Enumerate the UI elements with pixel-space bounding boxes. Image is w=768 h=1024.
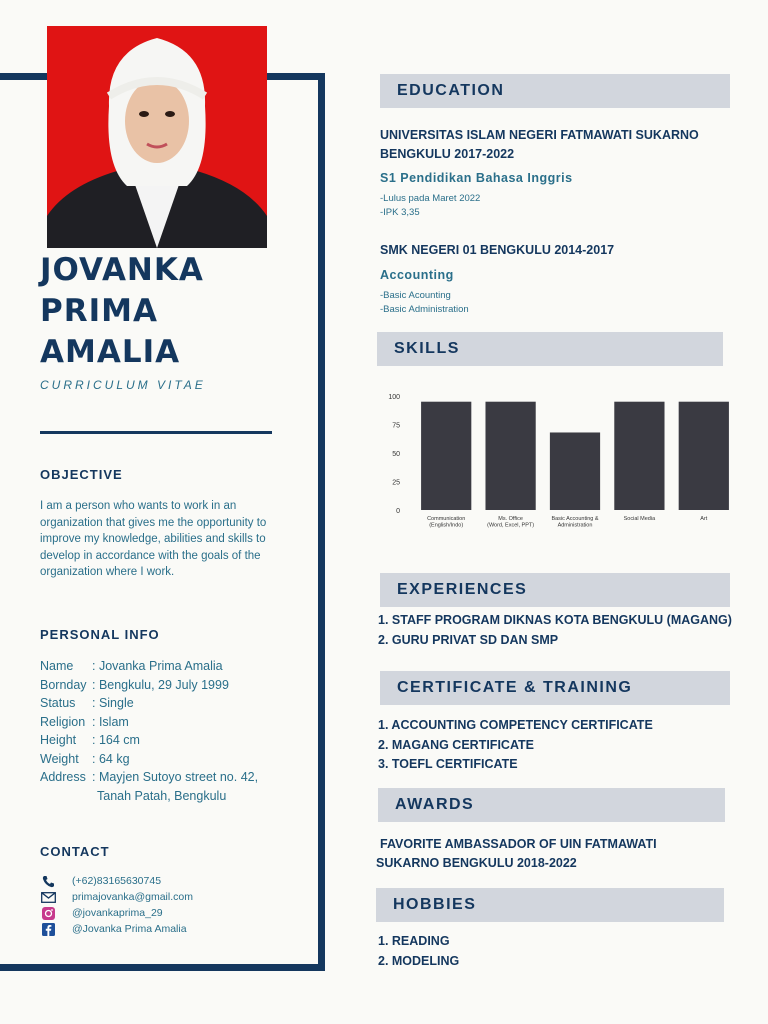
certificate-item: 2. MAGANG CERTIFICATE: [378, 737, 535, 752]
personal-info-heading: PERSONAL INFO: [40, 627, 160, 642]
y-tick-label: 75: [392, 422, 400, 430]
objective-text: I am a person who wants to work in an organization that gives me the opportunity to improve my knowledge, abilities and skills to develop in accordance with the goals of the organization where I work.: [40, 500, 267, 578]
uni-notes: -Lulus pada Maret 2022 -IPK 3,35: [380, 193, 481, 218]
certificate-item: 1. ACCOUNTING COMPETENCY CERTIFICATE: [378, 718, 653, 732]
info-address-cont: Tanah Patah, Bengkulu: [97, 788, 227, 803]
phone-icon: [40, 874, 56, 888]
contact-facebook: @Jovanka Prima Amalia: [40, 921, 193, 937]
award-line1: FAVORITE AMBASSADOR OF UIN FATMAWATI: [380, 837, 657, 851]
contact-list: [40, 873, 193, 937]
skill-bar: [679, 402, 729, 510]
x-tick-label: (English/Indo): [429, 522, 464, 529]
info-row-bornday: Bornday : Bengkulu, 29 July 1999: [40, 677, 229, 692]
profile-photo: [47, 26, 267, 248]
hobby-item: 1. READING: [378, 934, 450, 948]
awards-heading: AWARDS: [378, 788, 725, 822]
education-heading: EDUCATION: [380, 74, 730, 108]
info-row-address: Address : Mayjen Sutoyo street no. 42,: [40, 770, 259, 784]
skill-bar: [614, 402, 664, 510]
certificate-heading: CERTIFICATE & TRAINING: [380, 671, 730, 705]
x-tick-label: (Word, Excel, PPT): [487, 522, 535, 529]
info-row-religion: Religion : Islam: [40, 714, 129, 729]
y-tick-label: 0: [396, 508, 400, 515]
certificate-item: 3. TOEFL CERTIFICATE: [378, 757, 518, 771]
contact-phone: (+62)83165630745: [40, 873, 193, 889]
y-tick-label: 25: [392, 479, 400, 487]
award-line2: SUKARNO BENGKULU 2018-2022: [376, 856, 577, 870]
info-row-name: Name : Jovanka Prima Amalia: [40, 659, 223, 673]
x-tick-label: Administration: [557, 522, 593, 529]
hobby-item: 2. MODELING: [378, 953, 460, 968]
y-tick-label: 100: [388, 394, 400, 401]
divider: [40, 431, 272, 434]
hobbies-heading: HOBBIES: [376, 888, 724, 922]
uni-degree: S1 Pendidikan Bahasa Inggris: [380, 171, 573, 185]
objective-heading: OBJECTIVE: [40, 467, 123, 482]
experience-item: 1. STAFF PROGRAM DIKNAS KOTA BENGKULU (MAGANG): [378, 613, 732, 627]
skill-bar: [550, 432, 600, 510]
smk-major: Accounting: [380, 268, 454, 282]
uni-name-line2: BENGKULU 2017-2022: [380, 147, 515, 161]
cv-subtitle: CURRICULUM VITAE: [40, 378, 206, 392]
facebook-icon: [40, 922, 56, 936]
x-tick-label: Social Media: [623, 516, 656, 522]
mail-icon: [40, 890, 56, 904]
smk-notes: -Basic Acounting -Basic Administration: [380, 290, 469, 315]
uni-name-line1: UNIVERSITAS ISLAM NEGERI FATMAWATI SUKARNO: [380, 128, 699, 142]
certificate-list: [378, 716, 653, 775]
contact-heading: CONTACT: [40, 844, 110, 859]
personal-info-list: [40, 657, 258, 805]
x-tick-label: Ms. Office: [498, 516, 523, 522]
hobbies-list: [378, 932, 459, 971]
info-row-height: Height : 164 cm: [40, 733, 140, 747]
instagram-icon: [40, 906, 56, 920]
full-name: JOVANKA PRIMA AMALIA: [40, 252, 204, 370]
experience-item: 2. GURU PRIVAT SD DAN SMP: [378, 632, 559, 647]
x-tick-label: Communication: [427, 516, 466, 522]
x-tick-label: Art: [700, 516, 708, 522]
smk-name: SMK NEGERI 01 BENGKULU 2014-2017: [380, 243, 615, 257]
skills-chart: [380, 386, 732, 536]
experiences-list: [378, 611, 732, 650]
skill-bar: [421, 402, 471, 510]
x-tick-label: Basic Accounting &: [551, 516, 599, 522]
skills-heading: SKILLS: [377, 332, 723, 366]
y-tick-label: 50: [392, 451, 400, 458]
contact-email: primajovanka@gmail.com: [40, 889, 193, 905]
experiences-heading: EXPERIENCES: [380, 573, 730, 607]
info-row-weight: Weight : 64 kg: [40, 751, 130, 766]
info-row-status: Status : Single: [40, 696, 134, 710]
contact-instagram: @jovankaprima_29: [40, 905, 193, 921]
skill-bar: [485, 402, 535, 510]
